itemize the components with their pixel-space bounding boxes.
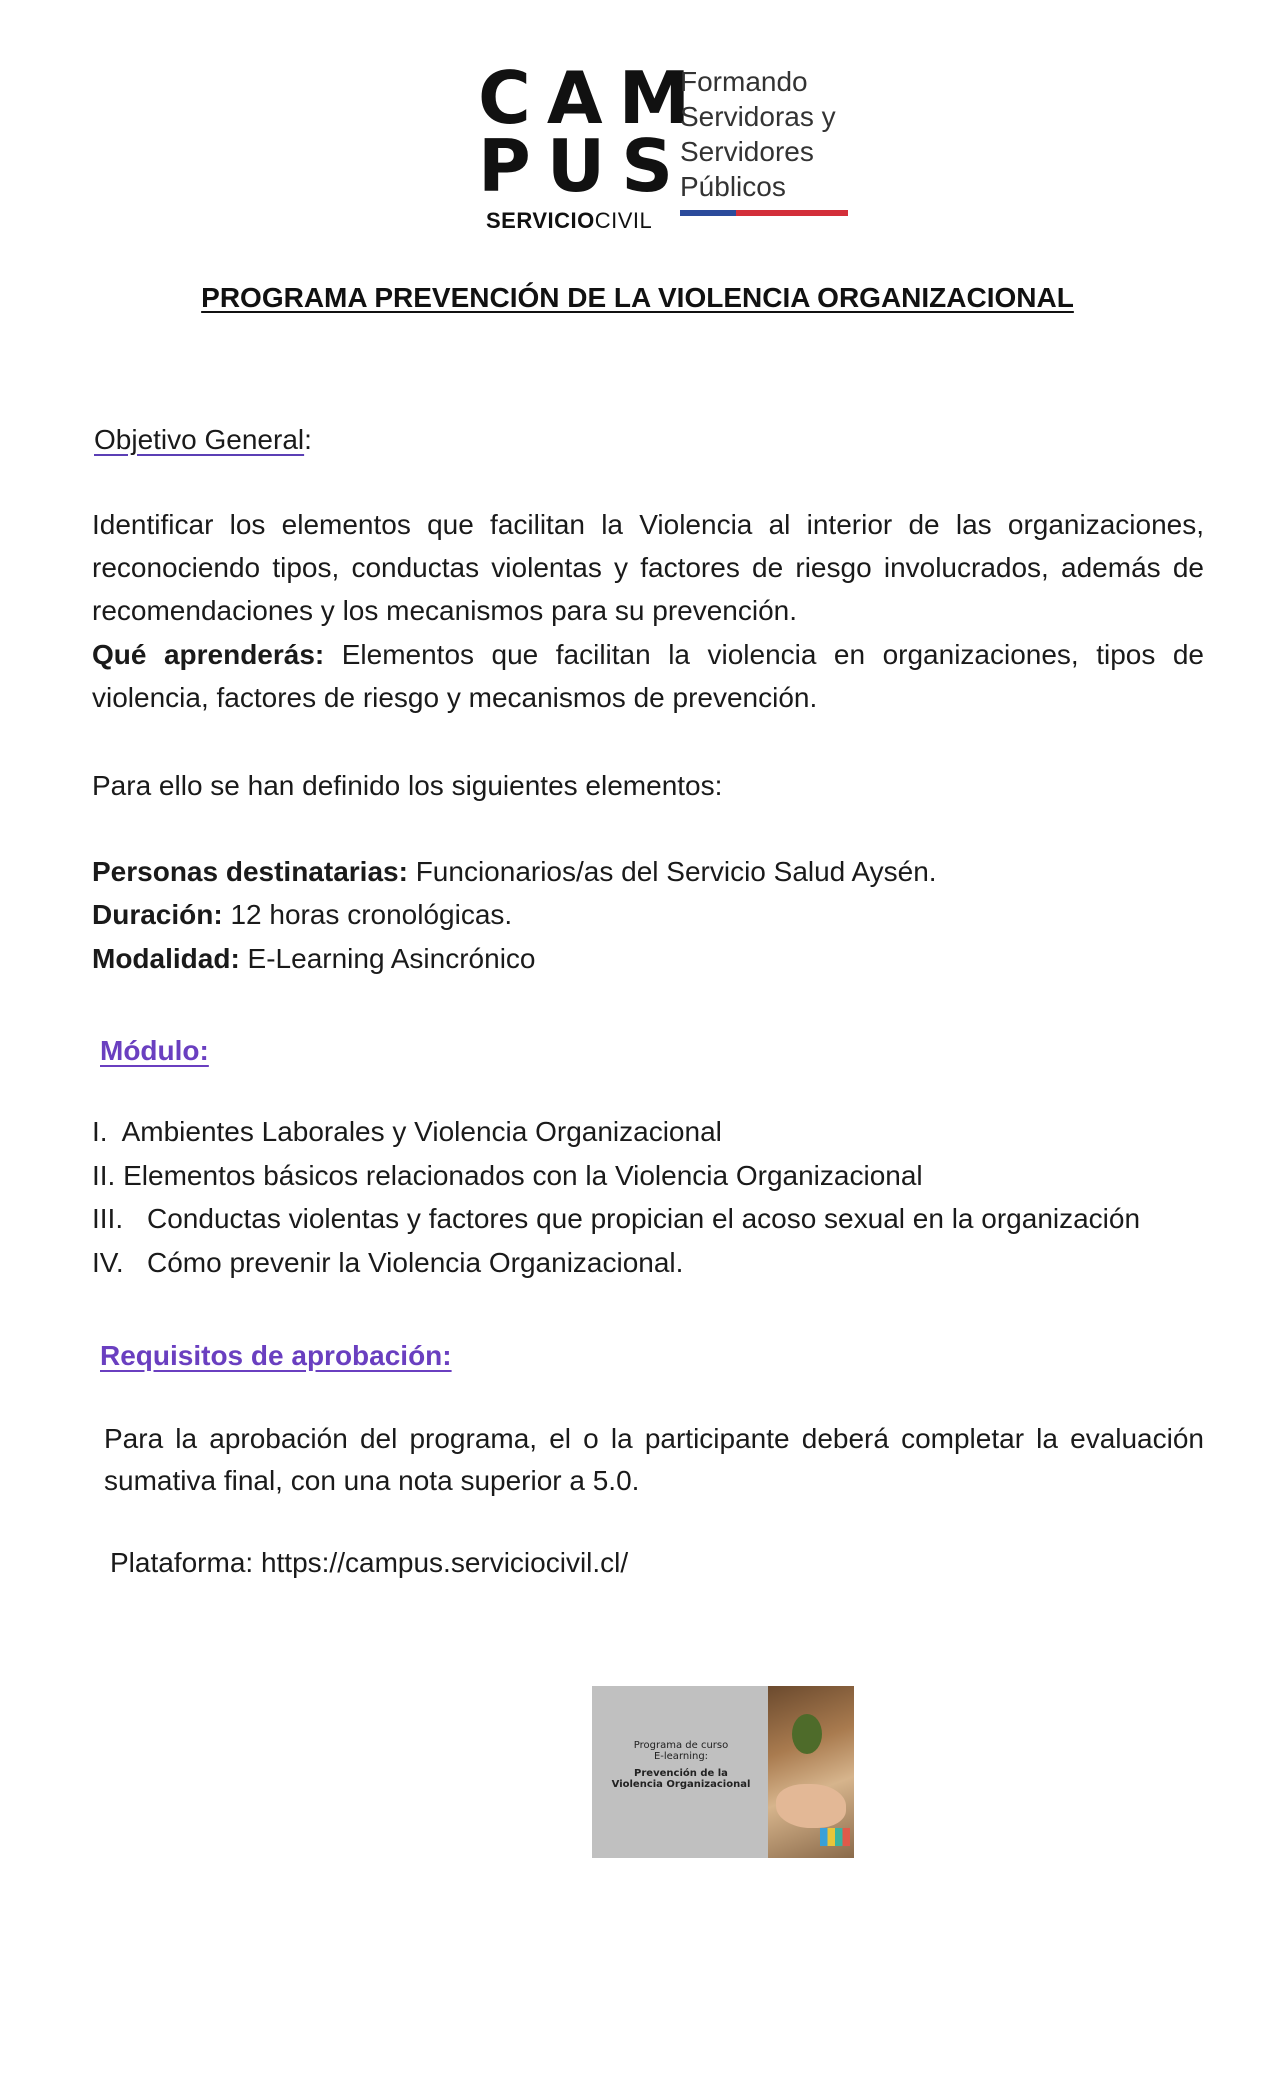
thumbnail-line: E-learning:	[653, 1751, 709, 1762]
module-item: II. Elementos básicos relacionados con la Violencia Organizacional	[92, 1160, 923, 1191]
course-thumbnail	[592, 1686, 854, 1858]
thumbnail-line: Violencia Organizacional	[611, 1779, 751, 1790]
objective-heading: Objetivo General:	[94, 424, 312, 455]
detail-audience: Personas destinatarias: Funcionarios/as del Servicio Salud Aysén.	[92, 856, 937, 887]
requirements-heading: Requisitos de aprobación:	[100, 1340, 452, 1371]
logo-word-pus: PUS	[478, 124, 690, 208]
detail-modality: Modalidad: E-Learning Asincrónico	[92, 943, 536, 974]
learn-paragraph: Qué aprenderás: Elementos que facilitan la violencia en organizaciones, tipos de violencia, factores de riesgo y mecanismos de prevención.	[92, 639, 1204, 713]
thumbnail-line: Programa de curso	[633, 1740, 729, 1751]
objective-text: Identificar los elementos que facilitan la Violencia al interior de las organizaciones, reconociendo tipos, conductas violentas y factores de riesgo involucrados, además de recomendaciones y los mecanismos para su prevención.	[92, 509, 1204, 626]
modules-heading: Módulo:	[100, 1035, 209, 1066]
module-item: IV. Cómo prevenir la Violencia Organizacional.	[92, 1247, 684, 1278]
module-item: I. Ambientes Laborales y Violencia Organizacional	[92, 1116, 722, 1147]
logo-servicio-civil: SERVICIOCIVIL	[486, 208, 653, 233]
requirements-text: Para la aprobación del programa, el o la participante deberá completar la evaluación sumativa final, con una nota superior a 5.0.	[104, 1423, 1204, 1496]
intro-text: Para ello se han definido los siguientes elementos:	[92, 770, 723, 801]
thumbnail-line: Prevención de la	[634, 1768, 728, 1779]
platform-text: Plataforma: https://campus.serviciocivil.cl/	[110, 1547, 629, 1578]
logo-word-cam: CAM	[478, 56, 707, 140]
campus-logo	[478, 56, 878, 240]
module-item: III. Conductas violentas y factores que propician el acoso sexual en la organización	[92, 1203, 1141, 1234]
logo-tagline: Formando Servidoras y Servidores Públicos	[680, 66, 836, 202]
flag-color-bar	[680, 210, 848, 216]
page-title: PROGRAMA PREVENCIÓN DE LA VIOLENCIA ORGANIZACIONAL	[201, 282, 1074, 313]
detail-duration: Duración: 12 horas cronológicas.	[92, 899, 513, 930]
